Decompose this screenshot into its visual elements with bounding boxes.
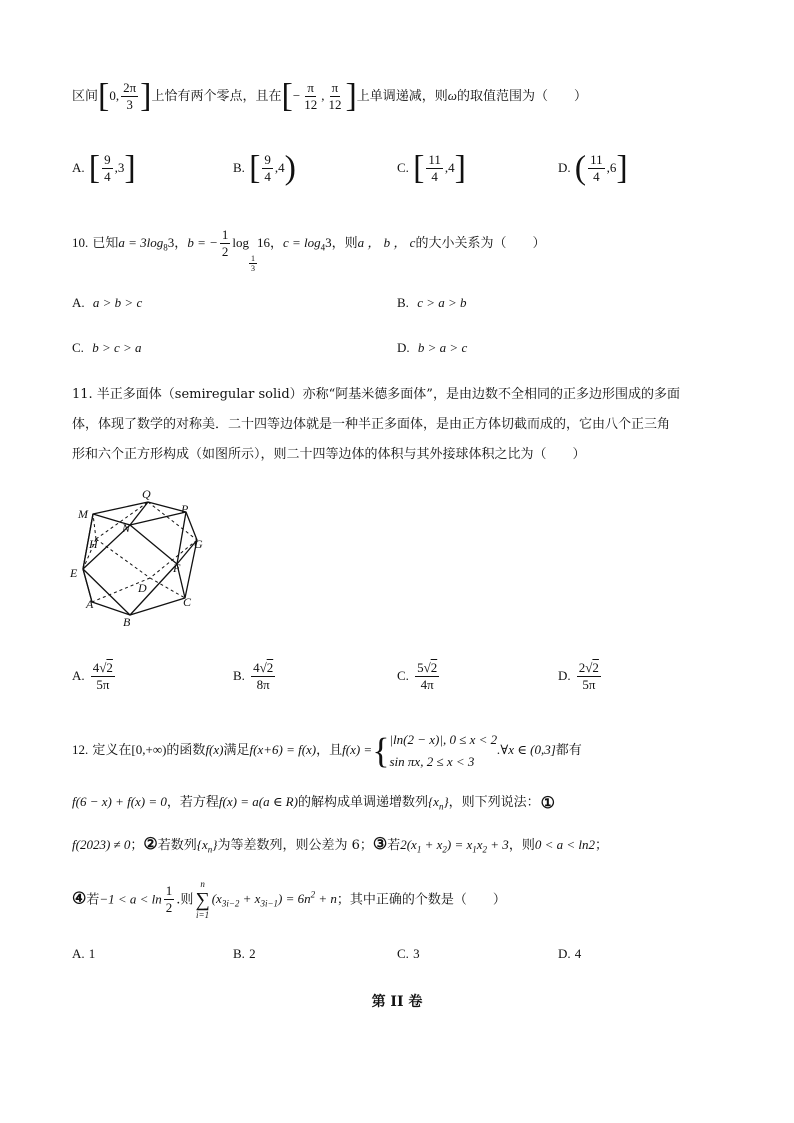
option-text: 4 bbox=[574, 946, 582, 961]
log-base: 8 bbox=[163, 242, 168, 253]
label-H: H bbox=[89, 537, 98, 551]
option-frac bbox=[415, 660, 439, 693]
label-M: M bbox=[78, 507, 88, 521]
q12-line-2 bbox=[72, 792, 556, 817]
text: ； bbox=[595, 838, 609, 853]
section-heading: 第 II 卷 bbox=[371, 994, 423, 1010]
q11-line-3: 形和六个正方形构成（如图所示），则二十四等边体的体积与其外接球体积之比为（ ） bbox=[72, 447, 586, 462]
coef: 5 bbox=[417, 660, 424, 675]
q11-option-b[interactable] bbox=[233, 656, 277, 696]
comma: , bbox=[321, 88, 325, 103]
frac-den: 4 bbox=[593, 169, 600, 184]
text: ，则下列说法： bbox=[448, 795, 540, 810]
frac-den: 4 bbox=[264, 169, 271, 184]
bracket-close: ] bbox=[454, 149, 466, 187]
question-number: 10. bbox=[72, 235, 89, 250]
q11-option-c[interactable] bbox=[397, 656, 441, 696]
frac-num: 9 bbox=[264, 152, 271, 167]
sub: n bbox=[438, 801, 444, 812]
text: 都有 bbox=[555, 743, 582, 758]
bracket-open: [ bbox=[281, 77, 293, 115]
frac-num: 2π bbox=[123, 80, 137, 95]
text: 若 bbox=[86, 892, 100, 908]
q9-int2-frac2 bbox=[326, 80, 343, 113]
q10-then: ，则 bbox=[331, 236, 358, 251]
frac-den: 12 bbox=[328, 97, 342, 112]
frac-num: 1 bbox=[165, 883, 173, 899]
sum-upper: n bbox=[200, 878, 205, 889]
label-E: E bbox=[70, 566, 78, 580]
sum-lower: i=1 bbox=[196, 909, 210, 920]
option-label: B. bbox=[233, 160, 245, 175]
q9-int1-a: 0, bbox=[109, 88, 120, 103]
option-rest: ,4 bbox=[444, 160, 455, 175]
log-base: 4 bbox=[320, 242, 326, 253]
frac-num: 1 bbox=[221, 227, 229, 242]
part: + x bbox=[239, 891, 261, 907]
period-eq: f(x+6) = f(x) bbox=[249, 742, 317, 757]
seq-close: } bbox=[212, 837, 218, 852]
half-frac bbox=[164, 883, 175, 916]
text: 若 bbox=[387, 838, 401, 853]
bracket-open: [ bbox=[88, 149, 101, 187]
bracket-close: ) bbox=[284, 149, 296, 187]
sum-symbol: ∑ bbox=[195, 888, 210, 911]
option-text: c > a > b bbox=[417, 295, 467, 310]
q10-stem bbox=[72, 226, 546, 273]
q10-option-b[interactable] bbox=[397, 295, 467, 311]
bracket-open: [ bbox=[249, 149, 261, 187]
frac-num: 1 bbox=[250, 254, 255, 263]
claim-4-ineq: −1 < a < ln bbox=[99, 891, 162, 907]
q9-suffix2: 的取值范围为（ ） bbox=[456, 89, 587, 104]
option-label: D. bbox=[558, 160, 571, 175]
label-D: D bbox=[138, 581, 147, 595]
piece-2: sin πx, 2 ≤ x < 3 bbox=[389, 753, 475, 769]
brace: { bbox=[372, 730, 390, 771]
option-frac bbox=[262, 152, 273, 185]
log-word: log bbox=[232, 235, 249, 250]
frac-num: 4√2 bbox=[92, 660, 113, 675]
domain-interval: [0,+∞) bbox=[131, 742, 167, 757]
option-label: D. bbox=[558, 946, 571, 961]
frac-den: 5π bbox=[96, 677, 110, 692]
coef: 2 bbox=[578, 660, 586, 675]
option-label: D. bbox=[558, 668, 571, 683]
frac-den: 8π bbox=[256, 677, 270, 692]
q10-c-expr: c = log bbox=[283, 235, 321, 250]
text: 为等差数列，则公差为 6； bbox=[217, 838, 373, 853]
sum-body bbox=[211, 890, 337, 909]
claim-3-eq bbox=[400, 837, 509, 855]
sup: 2 bbox=[310, 890, 316, 900]
seq-open: {x bbox=[427, 794, 439, 809]
q9-int2-frac1 bbox=[302, 80, 319, 113]
part: 2(x bbox=[400, 837, 417, 852]
q10-a-expr: a = 3log bbox=[118, 235, 164, 250]
q11-line-2: 体，体现了数学的对称美．二十四等边体就是一种半正多面体，是由正方体切截而成的，它由八个正三角 bbox=[72, 417, 671, 432]
circled-2: ② bbox=[143, 834, 158, 853]
option-label: A. bbox=[72, 946, 85, 961]
seq bbox=[196, 837, 218, 855]
q12-option-c[interactable] bbox=[397, 946, 420, 962]
part: x bbox=[476, 837, 483, 852]
forall: .∀x ∈ (0,3] bbox=[497, 742, 556, 757]
option-label: D. bbox=[397, 340, 410, 355]
separator: ， bbox=[174, 236, 188, 251]
claim-1: f(2023) ≠ 0 bbox=[72, 837, 131, 852]
frac-num: 4√2 bbox=[253, 660, 274, 675]
frac-num: 9 bbox=[104, 152, 111, 167]
frac-num: 5√2 bbox=[417, 660, 438, 675]
label-F: F bbox=[173, 561, 181, 575]
text: 若数列 bbox=[157, 838, 197, 853]
bracket-close: ] bbox=[616, 149, 628, 187]
q10-a-tail: 3 bbox=[167, 235, 175, 250]
option-rest: ,4 bbox=[274, 160, 285, 175]
sub: n bbox=[207, 844, 213, 855]
frac-num: π bbox=[331, 80, 339, 95]
option-rest: ,3 bbox=[114, 160, 125, 175]
q10-option-c[interactable] bbox=[72, 340, 142, 356]
odd-eq: f(6 − x) + f(x) = 0 bbox=[72, 794, 167, 809]
hidden-edge bbox=[93, 514, 96, 539]
q10-c-tail: 3 bbox=[325, 235, 332, 250]
text: ，若方程 bbox=[166, 795, 219, 810]
q9-option-d[interactable] bbox=[558, 148, 628, 188]
option-label: A. bbox=[72, 160, 85, 175]
frac-den: 4π bbox=[420, 677, 434, 692]
sub: 1 bbox=[416, 844, 422, 855]
fx: f(x) bbox=[205, 742, 224, 757]
question-number: 12. bbox=[72, 742, 89, 757]
q12-line-3 bbox=[72, 834, 608, 860]
seq-close: } bbox=[443, 794, 449, 809]
option-text: 2 bbox=[249, 946, 256, 961]
q9-option-a[interactable] bbox=[72, 148, 136, 188]
text: 满足 bbox=[223, 743, 250, 758]
label-C: C bbox=[183, 595, 192, 609]
option-frac bbox=[588, 152, 605, 185]
option-frac bbox=[91, 660, 115, 693]
option-frac bbox=[251, 660, 275, 693]
seq-open: {x bbox=[196, 837, 208, 852]
q12-option-a[interactable] bbox=[72, 946, 95, 962]
label-P: P bbox=[181, 502, 189, 516]
option-text: b > a > c bbox=[417, 340, 468, 355]
frac-den: 2 bbox=[221, 244, 229, 259]
part: + n bbox=[315, 891, 337, 907]
label-N: N bbox=[122, 521, 131, 535]
q10-option-d[interactable] bbox=[397, 340, 467, 356]
sum-operator bbox=[195, 879, 209, 921]
circled-1: ① bbox=[540, 792, 556, 812]
q12-option-b[interactable] bbox=[233, 946, 256, 962]
text: 的函数 bbox=[166, 743, 206, 758]
label-G: G bbox=[194, 537, 203, 551]
text: ，则 bbox=[508, 838, 535, 853]
frac-den: 5π bbox=[582, 677, 596, 692]
piecewise bbox=[389, 729, 497, 773]
option-text: a > b > c bbox=[92, 295, 143, 310]
option-frac bbox=[102, 152, 113, 185]
text: ； bbox=[130, 838, 144, 853]
part: + 3 bbox=[487, 837, 509, 852]
option-label: A. bbox=[72, 668, 85, 683]
part: + x bbox=[421, 837, 443, 852]
q9-omega: ω bbox=[447, 88, 457, 103]
edge bbox=[177, 512, 186, 564]
circled-3: ③ bbox=[372, 834, 388, 853]
text: ，且 bbox=[316, 743, 343, 758]
q11-option-d[interactable] bbox=[558, 656, 603, 696]
text: 的解构成单调递增数列 bbox=[297, 795, 428, 810]
label-Q: Q bbox=[142, 487, 151, 501]
part: ) = x bbox=[446, 837, 473, 852]
q9-option-b[interactable] bbox=[233, 148, 296, 188]
q9-stem bbox=[72, 78, 587, 114]
option-label: C. bbox=[397, 946, 409, 961]
option-label: B. bbox=[233, 946, 245, 961]
polyhedron-figure bbox=[60, 482, 220, 630]
option-label: C. bbox=[397, 668, 409, 683]
minus-sign: − bbox=[292, 88, 301, 103]
q11-option-a[interactable] bbox=[72, 656, 117, 696]
frac-num: 11 bbox=[590, 152, 603, 167]
label-B: B bbox=[123, 615, 131, 629]
q12-option-d[interactable] bbox=[558, 946, 581, 962]
q12-line-1 bbox=[72, 726, 582, 774]
coef: 4 bbox=[92, 660, 100, 675]
option-frac bbox=[577, 660, 601, 693]
label-A: A bbox=[86, 597, 94, 611]
frac-den: 4 bbox=[431, 169, 438, 184]
sub: 3i−1 bbox=[260, 898, 279, 909]
radicand: 2 bbox=[266, 660, 274, 675]
text: 定义在 bbox=[92, 743, 132, 758]
bracket-open: [ bbox=[413, 149, 425, 187]
text: .则 bbox=[176, 892, 194, 908]
sub: 2 bbox=[442, 844, 447, 855]
frac-den: 4 bbox=[104, 169, 111, 184]
outer-edge bbox=[83, 502, 197, 615]
option-rest: ,6 bbox=[606, 160, 617, 175]
bracket-open: ( bbox=[574, 149, 587, 187]
q11-line-1: 11. 半正多面体（semiregular solid）亦称“阿基米德多面体”，是由边数不全相同的正多边形围成的多面 bbox=[72, 387, 680, 402]
q10-ask: 的大小关系为（ ） bbox=[415, 236, 546, 251]
q9-suffix: 上单调递减，则 bbox=[356, 89, 448, 104]
option-label: B. bbox=[397, 295, 409, 310]
bracket-close: ] bbox=[124, 149, 136, 187]
part: (x bbox=[211, 891, 222, 907]
fx-def: f(x) = bbox=[342, 742, 373, 757]
q10-b-log-base bbox=[249, 254, 257, 273]
q10-known: 已知 bbox=[92, 236, 119, 251]
option-label: C. bbox=[397, 160, 409, 175]
q10-vars: a ， b ， c bbox=[357, 235, 416, 250]
q9-mid: 上恰有两个零点，且在 bbox=[151, 89, 282, 104]
q9-prefix: 区间 bbox=[72, 89, 99, 104]
frac-den: 3 bbox=[250, 264, 255, 273]
bracket-close: ] bbox=[345, 77, 357, 115]
frac-den: 12 bbox=[304, 97, 318, 112]
option-text: b > c > a bbox=[92, 340, 142, 355]
q10-b-frac bbox=[220, 227, 231, 260]
frac-num: 2√2 bbox=[578, 660, 599, 675]
option-label: A. bbox=[72, 295, 85, 310]
option-label: B. bbox=[233, 668, 245, 683]
part: ) = 6n bbox=[278, 891, 311, 907]
piece-1: |ln(2 − x)|, 0 ≤ x < 2 bbox=[389, 731, 498, 747]
radicand: 2 bbox=[592, 660, 599, 675]
q9-int1-frac bbox=[121, 80, 138, 113]
claim-3-result: 0 < a < ln2 bbox=[534, 837, 595, 852]
q12-line-4 bbox=[72, 872, 506, 918]
coef: 4 bbox=[253, 660, 260, 675]
q10-option-a[interactable] bbox=[72, 295, 142, 311]
option-text: 3 bbox=[413, 946, 420, 961]
separator: ， bbox=[269, 236, 283, 251]
q10-b-tail: 16 bbox=[256, 235, 270, 250]
circled-4: ④ bbox=[72, 888, 87, 908]
sub: 3i−2 bbox=[221, 898, 240, 909]
frac-num: 11 bbox=[428, 152, 441, 167]
option-frac bbox=[426, 152, 443, 185]
frac-den: 3 bbox=[126, 97, 133, 112]
radicand: 2 bbox=[106, 660, 113, 675]
option-label: C. bbox=[72, 340, 84, 355]
seq bbox=[427, 794, 449, 812]
bracket-open: [ bbox=[98, 77, 110, 115]
eq: f(x) = a(a ∈ R) bbox=[218, 794, 298, 809]
bracket-close: ] bbox=[140, 77, 152, 115]
radicand: 2 bbox=[430, 660, 438, 675]
text: ；其中正确的个数是（ ） bbox=[336, 892, 506, 908]
q9-option-c[interactable] bbox=[397, 148, 466, 188]
option-text: 1 bbox=[88, 946, 96, 961]
q10-b-expr: b = − bbox=[187, 235, 218, 250]
frac-den: 2 bbox=[165, 900, 173, 916]
sub: 2 bbox=[482, 844, 488, 855]
sub: 1 bbox=[472, 844, 477, 855]
hidden-edge bbox=[96, 539, 150, 578]
frac-num: π bbox=[307, 80, 314, 95]
